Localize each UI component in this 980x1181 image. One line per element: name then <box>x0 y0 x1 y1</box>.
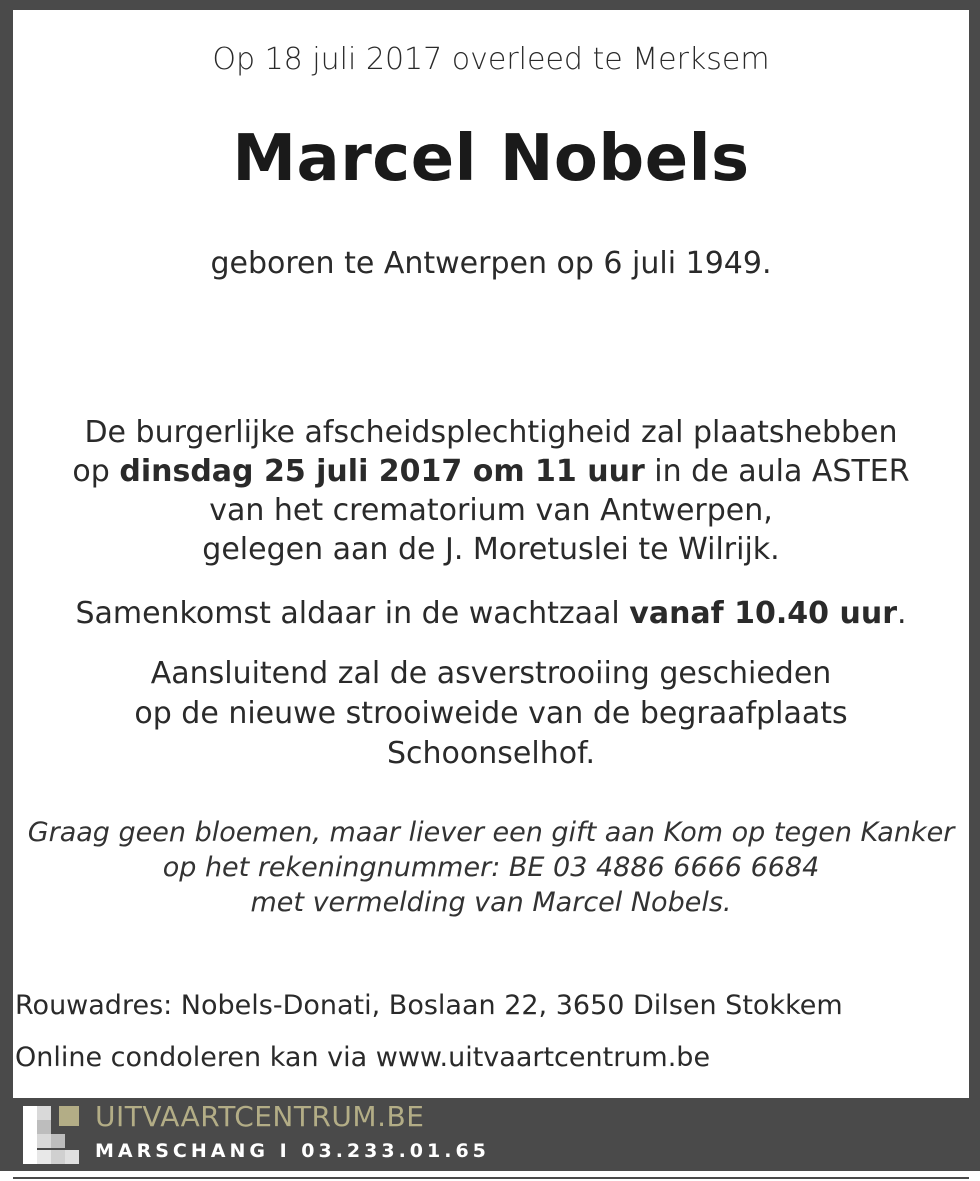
ceremony-line-1: De burgerlijke afscheidsplechtigheid zal plaatshebben <box>84 415 898 450</box>
donation-line-2: op het rekeningnummer: BE 03 4886 6666 6684 <box>162 852 820 883</box>
birth-info: geboren te Antwerpen op 6 juli 1949. <box>210 246 772 281</box>
ceremony-line-2-post: in de aula ASTER <box>644 454 910 489</box>
death-announcement: Op 18 juli 2017 overleed te Merksem <box>212 42 770 77</box>
brand-name: UITVAARTCENTRUM.BE <box>95 1100 425 1133</box>
ceremony-line-4: gelegen aan de J. Moretuslei te Wilrijk. <box>202 532 780 567</box>
bottom-border <box>0 1171 980 1181</box>
deceased-name: Marcel Nobels <box>232 122 750 196</box>
scattering-line-2: op de nieuwe strooiweide van de begraafplaats <box>134 696 848 731</box>
ceremony-date-time: dinsdag 25 juli 2017 om 11 uur <box>119 454 645 489</box>
death-notice-card <box>13 10 969 1098</box>
gathering-time: vanaf 10.40 uur <box>629 596 898 631</box>
donation-line-3: met vermelding van Marcel Nobels. <box>250 887 732 918</box>
funeral-home-logo-icon <box>23 1106 79 1164</box>
scattering-paragraph <box>13 654 969 774</box>
bottom-rule <box>13 1177 969 1179</box>
ceremony-paragraph <box>13 413 969 569</box>
donation-note <box>13 815 969 920</box>
ceremony-line-2 <box>13 452 969 491</box>
scattering-line-1: Aansluitend zal de asverstrooiing geschieden <box>150 656 832 691</box>
gathering-paragraph <box>13 594 969 633</box>
gathering-pre: Samenkomst aldaar in de wachtzaal <box>75 596 630 631</box>
funeral-home-footer <box>13 1098 969 1171</box>
online-condolence: Online condoleren kan via www.uitvaartcentrum.be <box>15 1042 711 1073</box>
ceremony-line-2-pre: op <box>72 454 120 489</box>
donation-line-1: Graag geen bloemen, maar liever een gift aan Kom op tegen Kanker <box>27 817 955 848</box>
mourning-address: Rouwadres: Nobels-Donati, Boslaan 22, 3650 Dilsen Stokkem <box>15 990 843 1021</box>
gathering-post: . <box>897 596 907 631</box>
contact-info: MARSCHANG I 03.233.01.65 <box>95 1140 490 1162</box>
ceremony-line-3: van het crematorium van Antwerpen, <box>209 493 773 528</box>
scattering-line-3: Schoonselhof. <box>387 736 595 771</box>
